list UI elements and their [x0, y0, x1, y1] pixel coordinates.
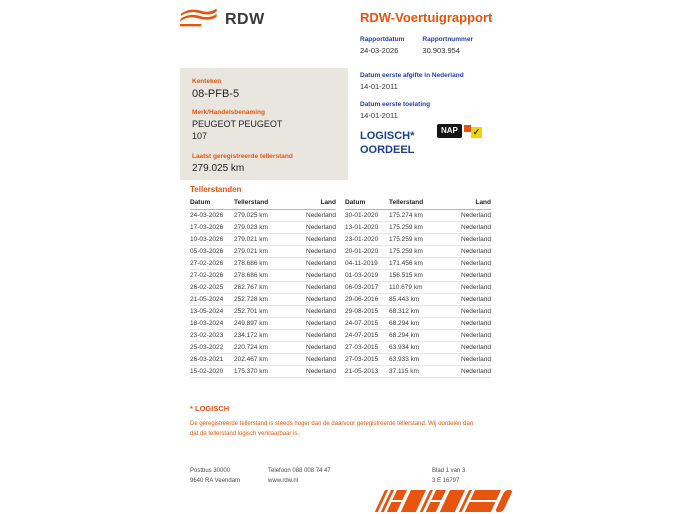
footer-website: www.rdw.nl — [268, 478, 299, 484]
cell-tellerstand: 175.259 km — [389, 248, 423, 255]
table-row — [190, 246, 336, 258]
tellerstanden-section-title: Tellerstanden — [190, 185, 242, 194]
table-row — [345, 342, 491, 354]
cell-datum: 26-03-2021 — [190, 356, 224, 363]
cell-datum: 27-03-2015 — [345, 344, 379, 351]
cell-land: Nederland — [461, 320, 491, 327]
odometer-table-right — [345, 197, 491, 378]
table-row — [345, 282, 491, 294]
header-datum: Datum — [190, 199, 211, 206]
cell-datum: 13-01-2020 — [345, 224, 379, 231]
footer-address-line1: Postbus 30000 — [190, 468, 231, 474]
page-title: RDW-Voertuigrapport — [360, 10, 493, 25]
cell-datum: 29-06-2016 — [345, 296, 379, 303]
cell-tellerstand: 68.294 km — [389, 320, 420, 327]
cell-land: Nederland — [306, 308, 336, 315]
table-row — [345, 306, 491, 318]
cell-land: Nederland — [461, 296, 491, 303]
table-row — [190, 270, 336, 282]
cell-datum: 18-03-2024 — [190, 320, 224, 327]
first-issue-label: Datum eerste afgifte in Nederland — [360, 72, 464, 79]
cell-tellerstand: 252.728 km — [234, 296, 268, 303]
table-row — [345, 318, 491, 330]
table-body-left — [190, 210, 336, 378]
nap-logo — [437, 124, 482, 138]
cell-datum: 25-03-2022 — [190, 344, 224, 351]
footer-form-code: 3 E 16797 — [432, 478, 460, 484]
cell-land: Nederland — [306, 368, 336, 375]
table-row — [190, 294, 336, 306]
cell-tellerstand: 249.897 km — [234, 320, 268, 327]
cell-tellerstand: 156.515 km — [389, 272, 423, 279]
tellerstand-label: Laatst geregistreerde tellerstand — [192, 153, 293, 161]
cell-datum: 23-01-2020 — [345, 236, 379, 243]
first-admission-label: Datum eerste toelating — [360, 101, 431, 108]
cell-land: Nederland — [461, 332, 491, 339]
cell-tellerstand: 175.370 km — [234, 368, 268, 375]
cell-tellerstand: 279.025 km — [234, 212, 268, 219]
nap-checkmark-icon: ✓ — [472, 127, 481, 137]
cell-datum: 27-02-2026 — [190, 272, 224, 279]
cell-land: Nederland — [306, 260, 336, 267]
logisch-footnote — [190, 404, 480, 439]
table-row — [190, 366, 336, 378]
cell-land: Nederland — [461, 308, 491, 315]
table-row — [345, 246, 491, 258]
header-land: Land — [320, 199, 336, 206]
cell-land: Nederland — [306, 320, 336, 327]
footnote-text: De geregistreerde tellerstand is steeds hoger dan de daarvoor geregistreerde tellerstand. Wij oordelen dan dat de tellerstand logisch verklaarbaar is. — [190, 421, 474, 438]
table-row — [345, 366, 491, 378]
cell-datum: 06-03-2017 — [345, 284, 379, 291]
cell-tellerstand: 234.172 km — [234, 332, 268, 339]
report-meta — [360, 36, 473, 55]
footer-address-line2: 9640 RA Veendam — [190, 478, 241, 484]
cell-land: Nederland — [306, 356, 336, 363]
rdw-flag-icon — [178, 8, 218, 32]
cell-tellerstand: 278.686 km — [234, 272, 268, 279]
cell-tellerstand: 278.686 km — [234, 260, 268, 267]
table-header-row — [190, 197, 336, 210]
cell-land: Nederland — [461, 224, 491, 231]
cell-datum: 17-03-2026 — [190, 224, 224, 231]
merk-value — [192, 119, 336, 142]
cell-datum: 24-03-2026 — [190, 212, 224, 219]
skid-marks-graphic — [375, 490, 525, 512]
table-row — [190, 282, 336, 294]
cell-land: Nederland — [461, 344, 491, 351]
first-admission-value: 14-01-2011 — [360, 111, 398, 120]
cell-tellerstand: 175.259 km — [389, 224, 423, 231]
cell-datum: 04-11-2019 — [345, 260, 378, 267]
cell-tellerstand: 63.934 km — [389, 344, 420, 351]
nap-logo-text: NAP — [437, 124, 462, 138]
cell-datum: 23-02-2023 — [190, 332, 224, 339]
table-row — [190, 354, 336, 366]
footer-page-number: Blad 1 van 3 — [432, 468, 466, 474]
table-row — [345, 210, 491, 222]
cell-datum: 30-01-2020 — [345, 212, 379, 219]
cell-datum: 15-02-2020 — [190, 368, 224, 375]
table-row — [345, 270, 491, 282]
cell-land: Nederland — [306, 272, 336, 279]
table-row — [190, 210, 336, 222]
cell-datum: 21-05-2013 — [345, 368, 379, 375]
report-number-label: Rapportnummer — [422, 36, 473, 43]
page-footer — [190, 468, 331, 484]
report-number-value: 30.903.954 — [422, 46, 460, 55]
table-row — [345, 258, 491, 270]
merk-line1: PEUGEOT PEUGEOT — [192, 119, 283, 129]
footnote-title: * LOGISCH — [190, 404, 230, 413]
header-tellerstand: Tellerstand — [234, 199, 269, 206]
cell-tellerstand: 279.021 km — [234, 248, 268, 255]
table-row — [190, 330, 336, 342]
cell-tellerstand: 175.259 km — [389, 236, 423, 243]
cell-land: Nederland — [306, 236, 336, 243]
odometer-table-left — [190, 197, 336, 378]
table-row — [345, 222, 491, 234]
cell-tellerstand: 220.724 km — [234, 344, 268, 351]
page-footer-right — [432, 468, 465, 484]
header-land: Land — [475, 199, 491, 206]
cell-tellerstand: 175.274 km — [389, 212, 423, 219]
cell-datum: 05-03-2026 — [190, 248, 224, 255]
cell-land: Nederland — [306, 296, 336, 303]
cell-datum: 26-02-2025 — [190, 284, 224, 291]
kenteken-label: Kenteken — [192, 78, 222, 85]
table-row — [190, 318, 336, 330]
verdict-line2: OORDEEL — [360, 143, 415, 156]
vehicle-summary-box — [180, 68, 348, 180]
cell-datum: 01-03-2019 — [345, 272, 379, 279]
cell-datum: 10-03-2026 — [190, 236, 224, 243]
cell-tellerstand: 63.933 km — [389, 356, 420, 363]
registration-info — [360, 72, 570, 158]
table-row — [345, 234, 491, 246]
cell-tellerstand: 279.023 km — [234, 224, 268, 231]
cell-tellerstand: 262.767 km — [234, 284, 268, 291]
cell-tellerstand: 202.467 km — [234, 356, 268, 363]
report-date-label: Rapportdatum — [360, 36, 405, 43]
table-row — [190, 234, 336, 246]
cell-tellerstand: 85.443 km — [389, 296, 420, 303]
nap-orange-square-icon — [464, 125, 471, 132]
tellerstand-value: 279.025 km — [192, 163, 245, 175]
table-row — [190, 222, 336, 234]
cell-tellerstand: 279.021 km — [234, 236, 268, 243]
table-row — [345, 330, 491, 342]
table-row — [345, 294, 491, 306]
cell-land: Nederland — [461, 356, 491, 363]
kenteken-value: 08-PFB-5 — [192, 88, 240, 100]
cell-land: Nederland — [461, 212, 491, 219]
cell-land: Nederland — [306, 224, 336, 231]
cell-datum: 13-05-2024 — [190, 308, 224, 315]
cell-land: Nederland — [306, 332, 336, 339]
cell-tellerstand: 252.701 km — [234, 308, 268, 315]
cell-land: Nederland — [306, 248, 336, 255]
merk-line2: 107 — [192, 130, 208, 141]
table-row — [190, 258, 336, 270]
cell-tellerstand: 171.456 km — [389, 260, 423, 267]
cell-land: Nederland — [461, 368, 491, 375]
merk-label: Merk/Handelsbenaming — [192, 109, 265, 116]
cell-datum: 20-01-2020 — [345, 248, 379, 255]
verdict-line1: LOGISCH* — [360, 130, 415, 142]
table-header-row — [345, 197, 491, 210]
cell-land: Nederland — [461, 236, 491, 243]
cell-tellerstand: 68.312 km — [389, 308, 420, 315]
cell-datum: 21-05-2024 — [190, 296, 224, 303]
cell-land: Nederland — [306, 212, 336, 219]
cell-datum: 29-08-2015 — [345, 308, 379, 315]
cell-land: Nederland — [306, 284, 336, 291]
cell-datum: 24-07-2015 — [345, 320, 379, 327]
table-row — [190, 306, 336, 318]
cell-land: Nederland — [461, 248, 491, 255]
rdw-logo-text: RDW — [225, 11, 265, 28]
odometer-tables — [190, 197, 491, 378]
cell-tellerstand: 68.294 km — [389, 332, 420, 339]
footer-phone: Telefoon 088 008 74 47 — [268, 468, 331, 474]
header-tellerstand: Tellerstand — [389, 199, 424, 206]
cell-land: Nederland — [461, 272, 491, 279]
header-datum: Datum — [345, 199, 366, 206]
cell-datum: 27-03-2015 — [345, 356, 379, 363]
rdw-logo — [178, 8, 265, 32]
cell-datum: 27-02-2026 — [190, 260, 224, 267]
cell-datum: 24-07-2015 — [345, 332, 379, 339]
cell-tellerstand: 37.115 km — [389, 368, 419, 375]
cell-land: Nederland — [461, 260, 491, 267]
cell-land: Nederland — [306, 344, 336, 351]
table-body-right — [345, 210, 491, 378]
cell-tellerstand: 110.679 km — [389, 284, 423, 291]
table-row — [345, 354, 491, 366]
report-date-value: 24-03-2026 — [360, 46, 399, 55]
table-row — [190, 342, 336, 354]
first-issue-value: 14-01-2011 — [360, 82, 398, 91]
cell-land: Nederland — [461, 284, 491, 291]
